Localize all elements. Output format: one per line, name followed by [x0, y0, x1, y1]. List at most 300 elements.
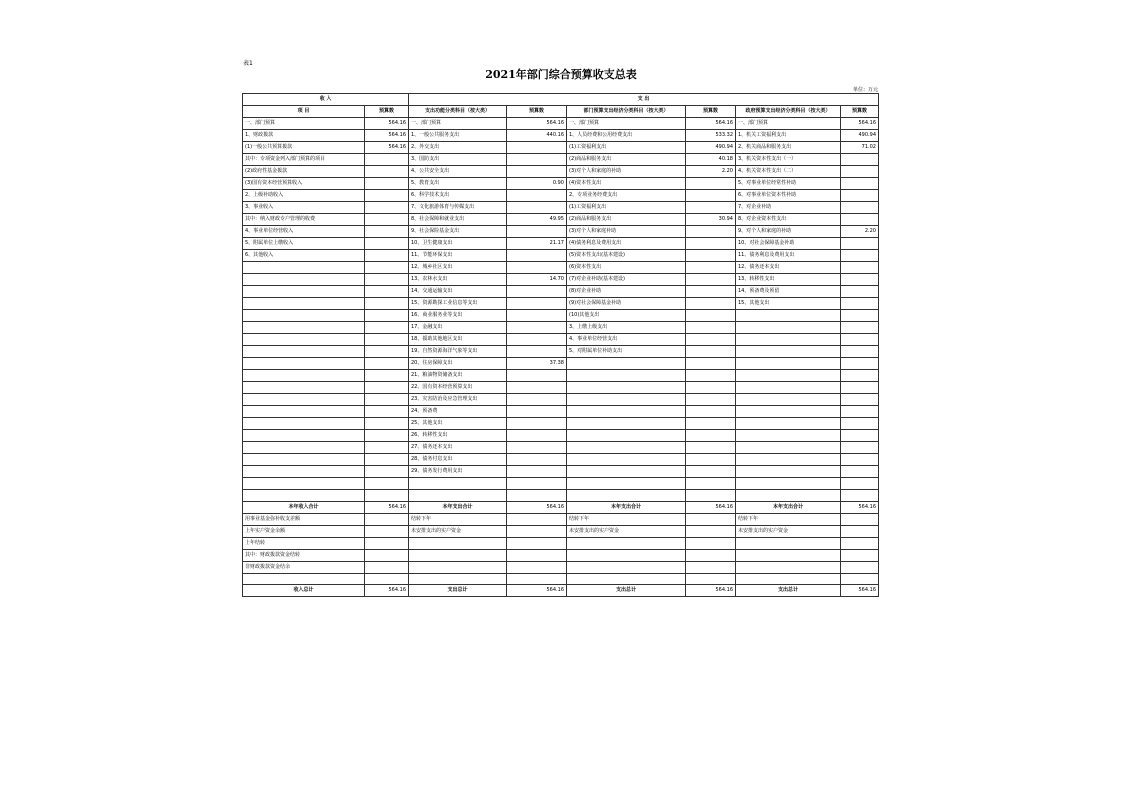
item-label: 21、粮油物资储备支出 — [409, 370, 507, 382]
item-label — [736, 561, 841, 573]
budget-value — [686, 513, 736, 525]
item-label: 26、转移性支出 — [409, 430, 507, 442]
item-header: 项 目 — [243, 106, 365, 118]
budget-value — [507, 394, 567, 406]
budget-value: 49.95 — [507, 214, 567, 226]
table-row — [243, 466, 879, 478]
item-label: 5、附属单位上缴收入 — [243, 238, 365, 250]
item-label — [567, 466, 686, 478]
budget-value — [507, 142, 567, 154]
item-label — [243, 430, 365, 442]
budget-value — [686, 298, 736, 310]
item-label — [736, 394, 841, 406]
budget-value: 2.20 — [841, 226, 879, 238]
budget-header-4: 预算数 — [841, 106, 879, 118]
budget-value — [365, 358, 409, 370]
budget-value — [365, 513, 409, 525]
item-label: 25、其他支出 — [409, 418, 507, 430]
dept-econ-header: 部门预算支出经济分类科目（按大类） — [567, 106, 686, 118]
item-label: (3)对个人和家庭的补助 — [567, 166, 686, 178]
item-label — [567, 394, 686, 406]
item-label — [736, 573, 841, 585]
item-label — [567, 382, 686, 394]
item-label: (5)资本性支出(基本建设) — [567, 250, 686, 262]
item-label — [736, 418, 841, 430]
item-label: 1、财政拨款 — [243, 130, 365, 142]
budget-value — [365, 334, 409, 346]
budget-value — [841, 418, 879, 430]
budget-value — [686, 322, 736, 334]
item-label — [567, 418, 686, 430]
item-label: 13、农林水支出 — [409, 274, 507, 286]
table-row — [243, 394, 879, 406]
table-row — [243, 226, 879, 238]
total-value: 564.16 — [841, 585, 879, 597]
item-label: 10、卫生健康支出 — [409, 238, 507, 250]
item-label: 4、事业单位经营收入 — [243, 226, 365, 238]
item-label — [243, 466, 365, 478]
item-label: 4、事业单位经营支出 — [567, 334, 686, 346]
budget-value — [365, 418, 409, 430]
item-label: 其中：纳入财政专户管理的收费 — [243, 214, 365, 226]
item-label: 27、债务还本支出 — [409, 442, 507, 454]
item-label: 1、一般公共服务支出 — [409, 130, 507, 142]
budget-value — [686, 466, 736, 478]
budget-value — [686, 238, 736, 250]
budget-value — [841, 489, 879, 501]
item-label — [736, 442, 841, 454]
item-label: 6、科学技术支出 — [409, 190, 507, 202]
budget-value — [841, 537, 879, 549]
budget-value — [507, 250, 567, 262]
budget-value — [841, 430, 879, 442]
budget-value — [365, 310, 409, 322]
item-label — [736, 310, 841, 322]
table-row — [243, 190, 879, 202]
budget-value — [841, 478, 879, 490]
item-label: 2、上级补助收入 — [243, 190, 365, 202]
item-label — [567, 430, 686, 442]
item-label: (2)商品和服务支出 — [567, 214, 686, 226]
item-label: 其中：财政拨款资金结转 — [243, 549, 365, 561]
budget-value — [507, 489, 567, 501]
item-label: 一、部门预算 — [567, 118, 686, 130]
item-label: 10、对社会保障基金补助 — [736, 238, 841, 250]
item-label: 5、对附属单位补助支出 — [567, 346, 686, 358]
budget-value: 564.16 — [365, 130, 409, 142]
item-label: 24、预备费 — [409, 406, 507, 418]
table-row — [243, 166, 879, 178]
budget-value: 30.94 — [686, 214, 736, 226]
budget-value: 564.16 — [686, 118, 736, 130]
item-label — [243, 334, 365, 346]
item-label — [736, 489, 841, 501]
item-label: 14、交通运输支出 — [409, 286, 507, 298]
item-label — [243, 298, 365, 310]
item-label: 上年实户资金余额 — [243, 525, 365, 537]
item-label — [736, 537, 841, 549]
budget-header-1: 预算数 — [365, 106, 409, 118]
budget-value — [365, 286, 409, 298]
item-label: 20、住房保障支出 — [409, 358, 507, 370]
budget-value — [686, 346, 736, 358]
page-title: 2021年部门综合预算收支总表 — [485, 68, 637, 81]
budget-value — [841, 154, 879, 166]
item-label: (2)政府性基金拨款 — [243, 166, 365, 178]
budget-value — [365, 298, 409, 310]
subtotal-label: 本年支出合计 — [567, 501, 686, 513]
item-label — [567, 370, 686, 382]
item-label — [567, 358, 686, 370]
budget-value — [365, 442, 409, 454]
header-row-2 — [243, 106, 879, 118]
subtotal-row — [243, 501, 879, 513]
item-label — [409, 549, 507, 561]
item-label: 4、机关资本性支出（二） — [736, 166, 841, 178]
budget-value — [841, 370, 879, 382]
income-header: 收 入 — [243, 94, 409, 106]
item-label: 5、教育支出 — [409, 178, 507, 190]
budget-value — [365, 190, 409, 202]
table-row — [243, 310, 879, 322]
item-label — [567, 478, 686, 490]
carry-row — [243, 573, 879, 585]
budget-value — [365, 430, 409, 442]
budget-value — [365, 274, 409, 286]
item-label: (2)商品和服务支出 — [567, 154, 686, 166]
item-label — [409, 478, 507, 490]
budget-header-2: 预算数 — [507, 106, 567, 118]
item-label — [736, 454, 841, 466]
budget-value: 40.18 — [686, 154, 736, 166]
item-label: 12、城乡社区支出 — [409, 262, 507, 274]
table-row — [243, 489, 879, 501]
item-label: (10)其他支出 — [567, 310, 686, 322]
table-row — [243, 418, 879, 430]
budget-value: 14.70 — [507, 274, 567, 286]
item-label — [736, 358, 841, 370]
subtotal-value: 564.16 — [686, 501, 736, 513]
budget-value — [365, 573, 409, 585]
total-label: 支出总计 — [409, 585, 507, 597]
budget-value — [686, 310, 736, 322]
carry-row — [243, 561, 879, 573]
budget-value — [507, 166, 567, 178]
budget-value — [507, 406, 567, 418]
total-label: 支出总计 — [736, 585, 841, 597]
item-label: 3、机关资本性支出（一） — [736, 154, 841, 166]
budget-value — [841, 346, 879, 358]
budget-value — [507, 154, 567, 166]
table-row — [243, 274, 879, 286]
item-label: 一、部门预算 — [243, 118, 365, 130]
budget-value — [841, 274, 879, 286]
item-label: 用事业基金弥补收支差额 — [243, 513, 365, 525]
budget-value — [507, 334, 567, 346]
budget-value: 440.16 — [507, 130, 567, 142]
budget-value — [686, 442, 736, 454]
budget-value — [841, 382, 879, 394]
item-label — [243, 418, 365, 430]
subtotal-value: 564.16 — [365, 501, 409, 513]
budget-value — [365, 549, 409, 561]
item-label: (4)债务利息及费用支出 — [567, 238, 686, 250]
item-label: 8、对企业资本性支出 — [736, 214, 841, 226]
budget-value — [507, 537, 567, 549]
table-row — [243, 202, 879, 214]
budget-value — [507, 310, 567, 322]
item-label: (1)工资福利支出 — [567, 202, 686, 214]
item-label — [409, 489, 507, 501]
budget-value — [841, 250, 879, 262]
item-label: 8、社会保障和就业支出 — [409, 214, 507, 226]
budget-value — [686, 358, 736, 370]
budget-value — [365, 238, 409, 250]
total-value: 564.16 — [507, 585, 567, 597]
total-label: 收入总计 — [243, 585, 365, 597]
budget-value — [365, 478, 409, 490]
table-row — [243, 142, 879, 154]
budget-value — [507, 418, 567, 430]
budget-value — [507, 286, 567, 298]
item-label: (9)对社会保障基金补助 — [567, 298, 686, 310]
budget-value — [507, 549, 567, 561]
item-label — [567, 406, 686, 418]
item-label: 18、援助其他地区支出 — [409, 334, 507, 346]
item-label: 一、部门预算 — [409, 118, 507, 130]
item-label: 28、债务付息支出 — [409, 454, 507, 466]
item-label — [736, 370, 841, 382]
budget-value — [507, 454, 567, 466]
budget-value — [507, 346, 567, 358]
budget-value — [365, 250, 409, 262]
table-row — [243, 262, 879, 274]
item-label — [243, 489, 365, 501]
budget-value — [365, 406, 409, 418]
total-row — [243, 585, 879, 597]
item-label — [736, 430, 841, 442]
budget-value — [365, 466, 409, 478]
budget-value — [365, 537, 409, 549]
item-label: 3、事业收入 — [243, 202, 365, 214]
item-label — [243, 442, 365, 454]
budget-value — [841, 513, 879, 525]
unit-label: 单位：万元 — [852, 87, 878, 93]
table-row — [243, 358, 879, 370]
item-label — [243, 573, 365, 585]
func-class-header: 支出功能分类科目（按大类） — [409, 106, 507, 118]
item-label — [736, 346, 841, 358]
budget-value — [686, 274, 736, 286]
budget-header-3: 预算数 — [686, 106, 736, 118]
budget-value — [841, 573, 879, 585]
budget-value: 564.16 — [365, 142, 409, 154]
item-label — [567, 537, 686, 549]
item-label: 其中：专项资金列入部门预算的项目 — [243, 154, 365, 166]
table-row — [243, 286, 879, 298]
budget-value — [841, 298, 879, 310]
item-label: 6、其他收入 — [243, 250, 365, 262]
item-label: (4)资本性支出 — [567, 178, 686, 190]
budget-value — [686, 489, 736, 501]
item-label: 15、资源勘探工业信息等支出 — [409, 298, 507, 310]
table-row — [243, 322, 879, 334]
budget-value — [841, 238, 879, 250]
subtotal-label: 本年支出合计 — [736, 501, 841, 513]
subtotal-value: 564.16 — [507, 501, 567, 513]
budget-value — [686, 573, 736, 585]
budget-value — [841, 442, 879, 454]
table-row — [243, 334, 879, 346]
carry-row — [243, 525, 879, 537]
item-label — [243, 322, 365, 334]
budget-value — [841, 358, 879, 370]
budget-value — [841, 178, 879, 190]
budget-value — [841, 262, 879, 274]
item-label: 22、国有资本经营预算支出 — [409, 382, 507, 394]
budget-value — [841, 166, 879, 178]
budget-value — [365, 561, 409, 573]
budget-value — [686, 190, 736, 202]
table-row — [243, 454, 879, 466]
budget-value — [686, 537, 736, 549]
item-label: 未安排支出的实户资金 — [409, 525, 507, 537]
budget-value — [507, 190, 567, 202]
item-label: 非财政拨款资金结余 — [243, 561, 365, 573]
budget-value: 564.16 — [507, 118, 567, 130]
budget-value — [841, 549, 879, 561]
item-label: 13、转移性支出 — [736, 274, 841, 286]
item-label — [243, 262, 365, 274]
item-label: 14、预备费及预留 — [736, 286, 841, 298]
item-label — [243, 454, 365, 466]
item-label: (3)对个人和家庭补助 — [567, 226, 686, 238]
item-label — [243, 346, 365, 358]
budget-value: 490.94 — [686, 142, 736, 154]
budget-value — [686, 334, 736, 346]
item-label: 3、国防支出 — [409, 154, 507, 166]
budget-value — [686, 262, 736, 274]
expense-header: 支 出 — [409, 94, 879, 106]
budget-value — [365, 202, 409, 214]
budget-value — [365, 226, 409, 238]
item-label: 1、机关工资福利支出 — [736, 130, 841, 142]
item-label — [736, 466, 841, 478]
budget-value — [365, 166, 409, 178]
item-label: 12、债务还本支出 — [736, 262, 841, 274]
total-label: 支出总计 — [567, 585, 686, 597]
budget-value: 533.32 — [686, 130, 736, 142]
table-row — [243, 178, 879, 190]
budget-value — [686, 202, 736, 214]
item-label — [243, 358, 365, 370]
budget-value — [686, 394, 736, 406]
item-label — [567, 573, 686, 585]
item-label: 结转下年 — [409, 513, 507, 525]
item-label: (7)对企业补助(基本建设) — [567, 274, 686, 286]
budget-value — [841, 466, 879, 478]
budget-value — [841, 310, 879, 322]
item-label — [736, 406, 841, 418]
budget-value: 21.17 — [507, 238, 567, 250]
budget-value — [841, 406, 879, 418]
item-label — [736, 322, 841, 334]
subtotal-label: 本年支出合计 — [409, 501, 507, 513]
table-row — [243, 130, 879, 142]
budget-value — [507, 322, 567, 334]
budget-value — [507, 202, 567, 214]
item-label: 上年结转 — [243, 537, 365, 549]
table-row — [243, 478, 879, 490]
item-label: 15、其他支出 — [736, 298, 841, 310]
item-label: 17、金融支出 — [409, 322, 507, 334]
item-label: 9、对个人和家庭的补助 — [736, 226, 841, 238]
table-number: 表1 — [243, 60, 253, 67]
budget-value — [686, 286, 736, 298]
budget-value — [507, 513, 567, 525]
budget-value — [686, 406, 736, 418]
budget-value — [686, 382, 736, 394]
budget-value — [686, 178, 736, 190]
budget-value — [365, 214, 409, 226]
item-label: 未安排支出的实户资金 — [736, 525, 841, 537]
budget-value — [507, 561, 567, 573]
item-label — [736, 334, 841, 346]
budget-value — [365, 394, 409, 406]
budget-value — [365, 525, 409, 537]
budget-value — [507, 466, 567, 478]
item-label — [243, 406, 365, 418]
item-label: 4、公共安全支出 — [409, 166, 507, 178]
item-label: (8)对企业补助 — [567, 286, 686, 298]
table-row — [243, 406, 879, 418]
carry-row — [243, 513, 879, 525]
budget-table — [242, 93, 879, 597]
budget-value — [841, 561, 879, 573]
budget-value — [507, 370, 567, 382]
budget-value: 71.02 — [841, 142, 879, 154]
item-label — [243, 370, 365, 382]
item-label: 1、人员经费和公用经费支出 — [567, 130, 686, 142]
budget-value — [365, 178, 409, 190]
subtotal-label: 本年收入合计 — [243, 501, 365, 513]
table-row — [243, 250, 879, 262]
budget-value — [686, 370, 736, 382]
budget-value — [365, 322, 409, 334]
table-row — [243, 214, 879, 226]
budget-value — [686, 549, 736, 561]
budget-value — [686, 250, 736, 262]
budget-value — [841, 202, 879, 214]
budget-value — [686, 226, 736, 238]
total-value: 564.16 — [365, 585, 409, 597]
item-label: 16、商业服务业等支出 — [409, 310, 507, 322]
item-label: 2、专项业务经费支出 — [567, 190, 686, 202]
gov-econ-header: 政府预算支出经济分类科目（按大类） — [736, 106, 841, 118]
item-label — [567, 454, 686, 466]
item-label — [567, 442, 686, 454]
budget-value — [365, 346, 409, 358]
item-label — [567, 561, 686, 573]
item-label — [243, 382, 365, 394]
item-label: 29、债务发行费用支出 — [409, 466, 507, 478]
item-label — [409, 573, 507, 585]
item-label: 11、债务利息及费用支出 — [736, 250, 841, 262]
budget-value — [686, 430, 736, 442]
item-label — [243, 274, 365, 286]
item-label — [736, 478, 841, 490]
table-row — [243, 118, 879, 130]
